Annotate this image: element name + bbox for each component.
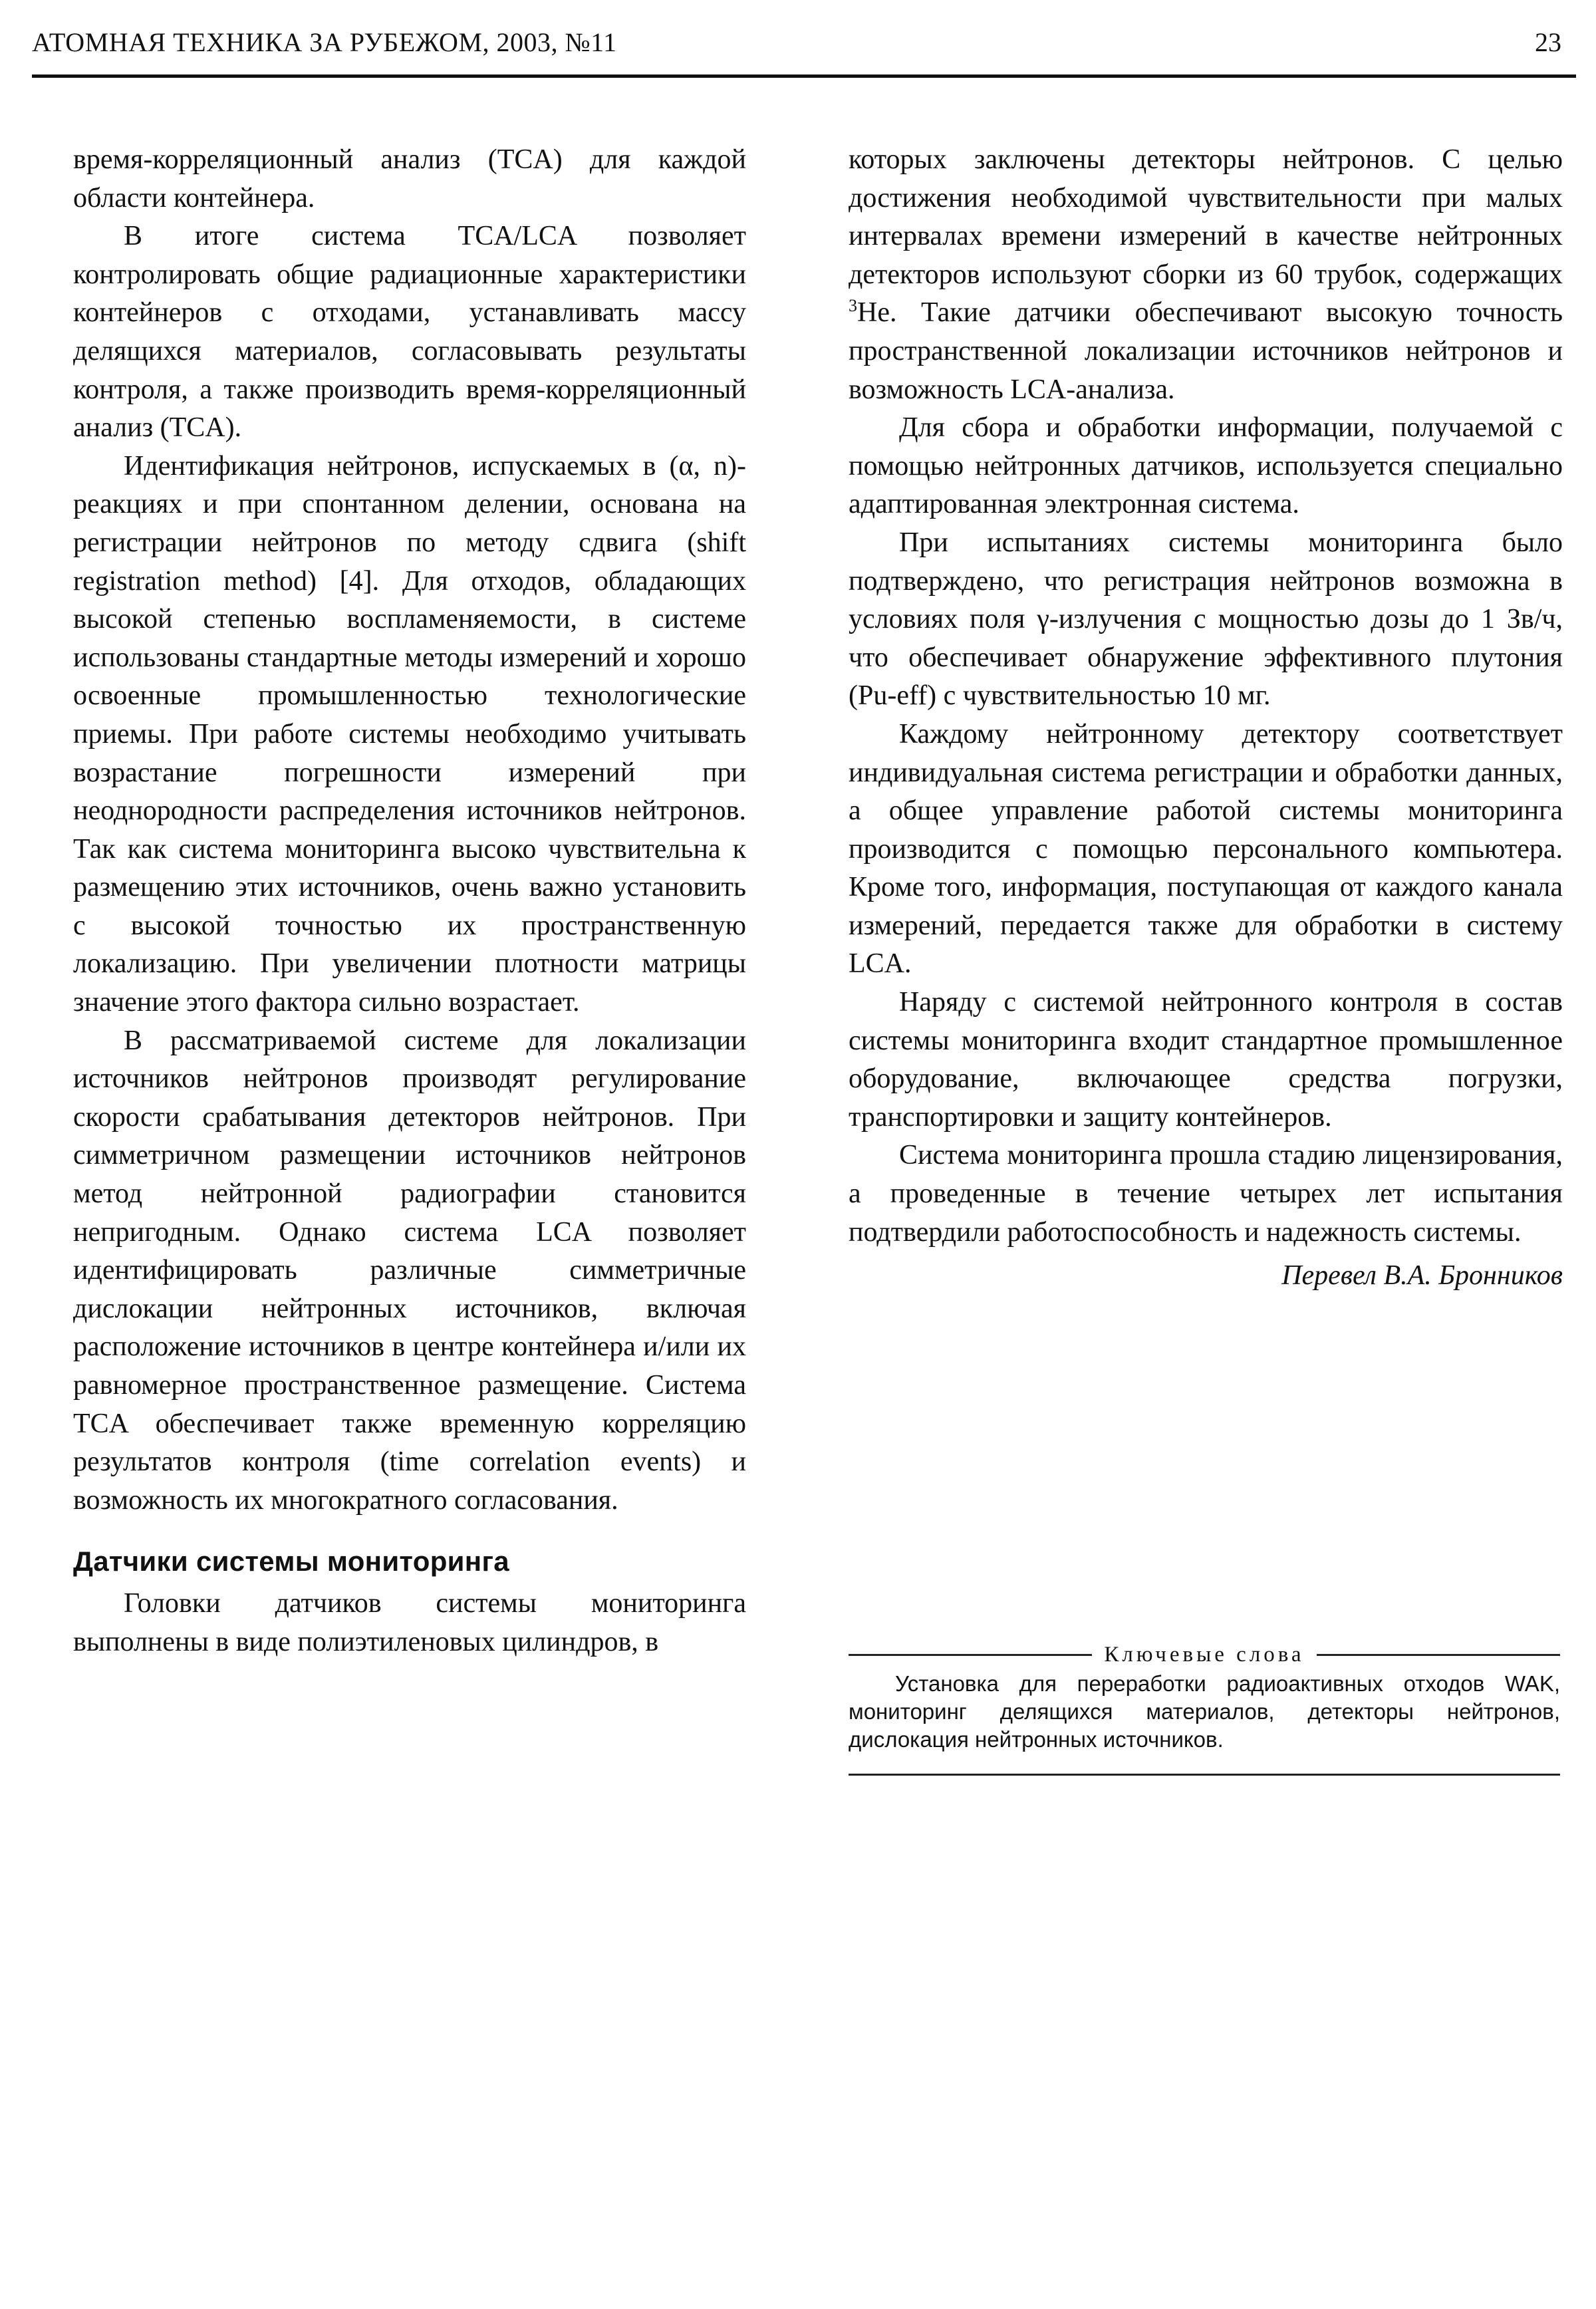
text: которых заключены детекторы нейтронов. С целью достижения необходимой чувствительности при малых интервалах времени измерений в качестве нейтронных детекторов используют сборки из 60 трубок, содержащих [849,144,1563,290]
paragraph [849,141,1563,409]
left-column [73,141,746,1661]
keywords-box [849,1643,1560,1776]
section-heading: Датчики системы мониторинга [73,1546,509,1577]
keywords-title: Ключевые слова [1104,1643,1305,1667]
keywords-title-row [849,1643,1560,1667]
paragraph: В итоге система TCA/LCA позволяет контролировать общие радиационные характеристики контейнеров с отходами, устанавливать массу делящихся материалов, согласовывать результаты контроля, а также производить время-корреляционный анализ (TCA). [73,221,746,444]
keywords-text: Установка для переработки радиоактивных отходов WAK, мониторинг делящихся материалов, детекторы нейтронов, дислокация нейтронных источников. [849,1671,1560,1752]
divider [849,1774,1560,1776]
divider [849,1654,1092,1656]
paragraph: При испытаниях системы мониторинга было подтверждено, что регистрация нейтронов возможна в условиях поля γ-излучения с мощностью дозы до 1 Зв/ч, что обеспечивает обнаружение эффективного плутония (Pu-eff) с чувствительностью 10 мг. [849,527,1563,712]
paragraph: Идентификация нейтронов, испускаемых в (α, n)-реакциях и при спонтанном делении, основана на регистрации нейтронов по методу сдвига (shift registration method) [4]. Для отходов, обладающих высокой степенью воспламеняемости, в системе использованы стандартные методы измерений и хорошо освоенные промышленностью технологические приемы. При работе системы необходимо учитывать возрастание погрешности измерений при неоднородности распределения источников нейтронов. Так как система мониторинга высоко чувствительна к размещению этих источников, очень важно установить с высокой точностью их пространственную локализацию. При увеличении плотности матрицы значение этого фактора сильно возрастает. [73,450,746,1018]
paragraph: Каждому нейтронному детектору соответствует индивидуальная система регистрации и обработки данных, а общее управление работой системы мониторинга производится с помощью персонального компьютера. Кроме того, информация, поступающая от каждого канала измерений, передается также для обработки в систему LCA. [849,718,1563,980]
header-rule [32,74,1576,78]
running-header [32,27,1561,67]
paragraph: Наряду с системой нейтронного контроля в состав системы мониторинга входит стандартное промышленное оборудование, включающее средства погрузки, транспортировки и защиту контейнеров. [849,987,1563,1133]
paragraph: Головки датчиков системы мониторинга выполнены в виде полиэтиленовых цилиндров, в [73,1587,746,1657]
paragraph: Для сбора и обработки информации, получаемой с помощью нейтронных датчиков, используется специально адаптированная электронная система. [849,412,1563,520]
superscript: 3 [849,296,857,316]
divider [1317,1654,1560,1656]
paragraph: Система мониторинга прошла стадию лицензирования, а проведенные в течение четырех лет испытания подтвердили работоспособность и надежность системы. [849,1140,1563,1248]
right-column [849,141,1563,1295]
paragraph: В рассматриваемой системе для локализации источников нейтронов производят регулирование скорости срабатывания детекторов нейтронов. При симметричном размещении источников нейтронов метод нейтронной радиографии становится непригодным. Однако система LCA позволяет идентифицировать различные симметричные дислокации нейтронных источников, включая расположение источников в центре контейнера и/или их равномерное пространственное размещение. Система TCA обеспечивает также временную корреляцию результатов контроля (time correlation events) и возможность их многократного согласования. [73,1025,746,1516]
journal-title: АТОМНАЯ ТЕХНИКА ЗА РУБЕЖОМ, 2003, №11 [32,27,617,57]
paragraph: время-корреляционный анализ (TCA) для каждой области контейнера. [73,144,746,213]
text: He. Такие датчики обеспечивают высокую точность пространственной локализации источников нейтронов и возможность LCA-анализа. [849,297,1563,405]
page-number: 23 [1535,27,1561,57]
translator-credit: Перевел В.А. Бронников [1281,1260,1563,1291]
